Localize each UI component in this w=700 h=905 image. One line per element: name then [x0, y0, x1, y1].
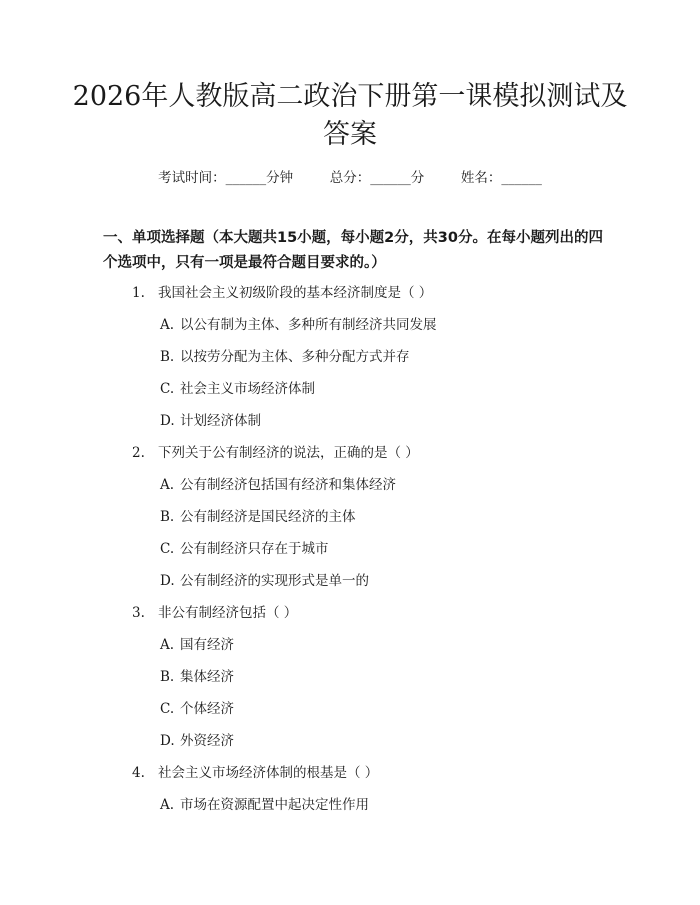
option-text: 市场在资源配置中起决定性作用	[180, 797, 369, 813]
option-2d	[160, 571, 369, 591]
option-text: 以公有制为主体、多种所有制经济共同发展	[180, 317, 437, 333]
option-letter: A.	[160, 797, 175, 813]
question-text: 社会主义市场经济体制的根基是（ ）	[158, 765, 379, 781]
option-text: 公有制经济包括国有经济和集体经济	[180, 477, 396, 493]
option-text: 社会主义市场经济体制	[180, 381, 315, 397]
option-letter: D.	[160, 733, 175, 749]
exam-meta	[0, 168, 700, 188]
option-1b	[160, 347, 410, 367]
option-4a	[160, 795, 369, 815]
option-text: 计划经济体制	[180, 413, 261, 429]
question-text: 我国社会主义初级阶段的基本经济制度是（ ）	[158, 285, 433, 301]
option-letter: C.	[160, 541, 175, 557]
option-letter: C.	[160, 701, 175, 717]
document-title: 2026年人教版高二政治下册第一课模拟测试及答案	[72, 81, 628, 150]
option-text: 个体经济	[180, 701, 234, 717]
question-2	[132, 443, 419, 463]
option-3d	[160, 731, 234, 751]
option-letter: B.	[160, 349, 175, 365]
question-4	[132, 763, 378, 783]
option-3b	[160, 667, 234, 687]
option-text: 国有经济	[180, 637, 234, 653]
option-letter: A.	[160, 637, 175, 653]
question-text: 非公有制经济包括（ ）	[158, 605, 298, 621]
option-text: 集体经济	[180, 669, 234, 685]
question-number: 1.	[132, 285, 145, 301]
option-text: 外资经济	[180, 733, 234, 749]
name-field: 姓名：______	[460, 170, 542, 186]
option-1a	[160, 315, 437, 335]
question-number: 4.	[132, 765, 145, 781]
option-letter: D.	[160, 573, 175, 589]
option-1d	[160, 411, 261, 431]
option-letter: C.	[160, 381, 175, 397]
option-letter: B.	[160, 509, 175, 525]
section-heading: 一、单项选择题（本大题共15小题，每小题2分，共30分。在每小题列出的四个选项中，只有一项是最符合题目要求的。）	[103, 230, 603, 271]
option-3c	[160, 699, 234, 719]
question-number: 3.	[132, 605, 145, 621]
option-letter: A.	[160, 317, 175, 333]
option-letter: A.	[160, 477, 175, 493]
option-text: 公有制经济是国民经济的主体	[180, 509, 356, 525]
option-text: 以按劳分配为主体、多种分配方式并存	[180, 349, 410, 365]
question-3	[132, 603, 297, 623]
option-text: 公有制经济只存在于城市	[180, 541, 329, 557]
question-1	[132, 283, 432, 303]
option-2b	[160, 507, 356, 527]
exam-time-field: 考试时间：______分钟	[158, 170, 294, 186]
option-3a	[160, 635, 234, 655]
option-letter: D.	[160, 413, 175, 429]
question-number: 2.	[132, 445, 145, 461]
option-text: 公有制经济的实现形式是单一的	[180, 573, 369, 589]
option-1c	[160, 379, 315, 399]
question-text: 下列关于公有制经济的说法，正确的是（ ）	[158, 445, 419, 461]
option-letter: B.	[160, 669, 175, 685]
option-2c	[160, 539, 329, 559]
option-2a	[160, 475, 396, 495]
total-score-field: 总分：______分	[329, 170, 425, 186]
